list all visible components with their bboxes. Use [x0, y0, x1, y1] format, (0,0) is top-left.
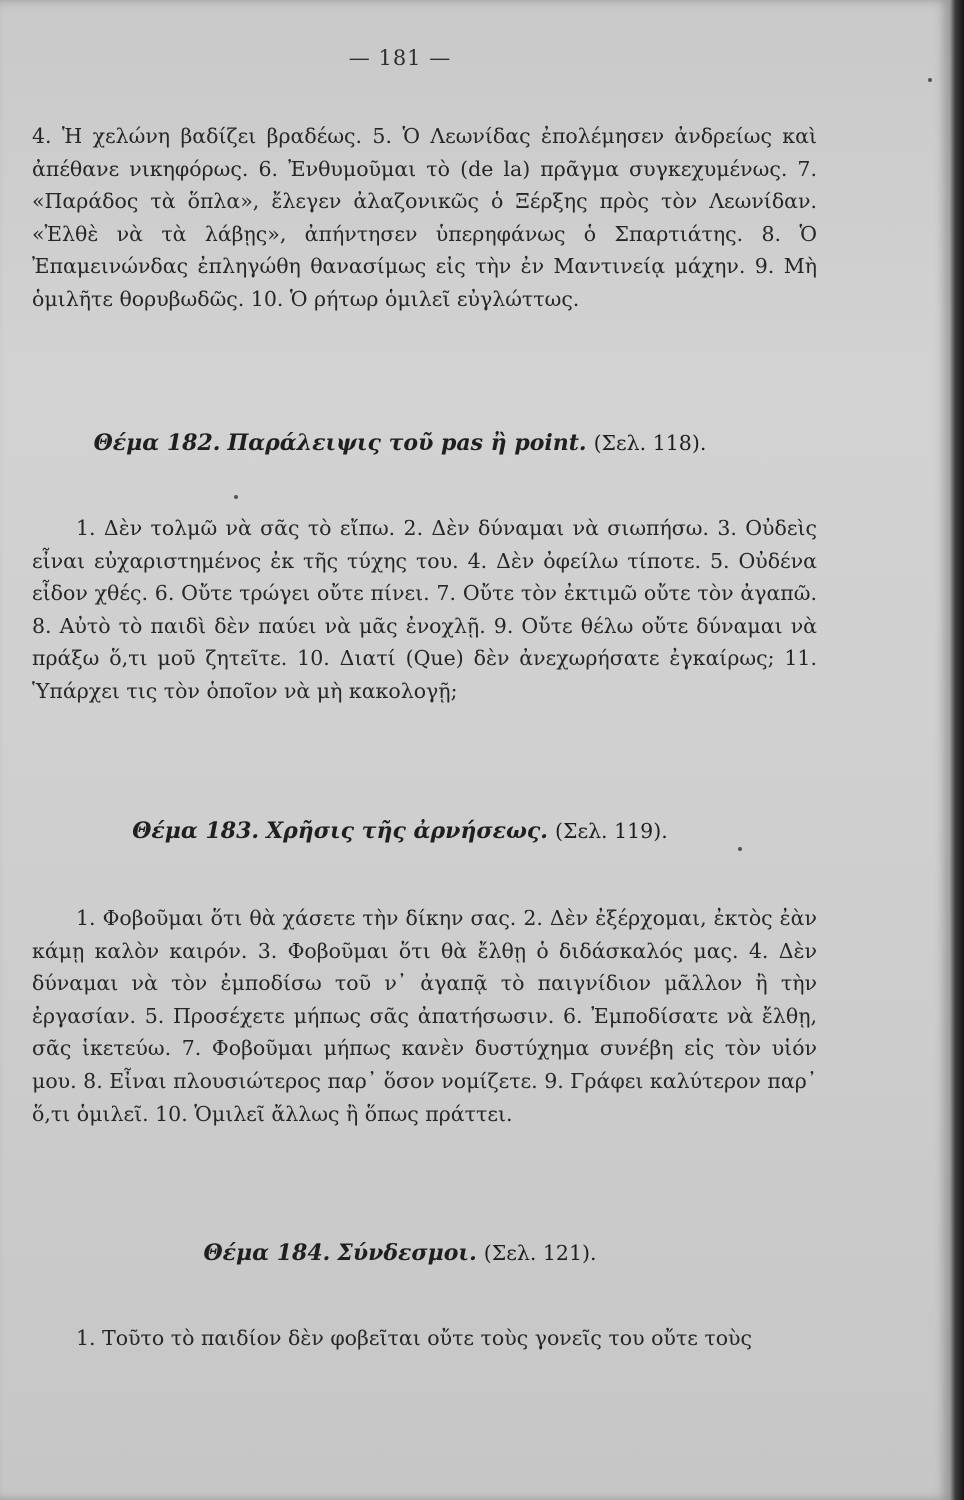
section-heading-183	[0, 818, 800, 844]
section-title: Σύνδεσμοι.	[337, 1240, 477, 1266]
section-page-ref: (Σελ. 121).	[483, 1241, 597, 1265]
page-edge-shadow	[950, 0, 964, 1500]
section-body-183: 1. Φοβοῦμαι ὅτι θὰ χάσετε τὴν δίκην σας. 2. Δὲν ἐξέρχομαι, ἐκτὸς ἐὰν κάμῃ καλὸν καιρόν. 3. Φοβοῦμαι ὅτι θὰ ἔλθῃ ὁ διδάσκαλός μας. 4. Δὲν δύναμαι νὰ τὸν ἐμποδίσω τοῦ ν᾿ ἀγαπᾷ τὸ παιγνίδιον μᾶλλον ἢ τὴν ἐργασίαν. 5. Προσέχετε μήπως σᾶς ἀπατήσωσιν. 6. Ἐμποδίσατε νὰ ἔλθῃ, σᾶς ἱκετεύω. 7. Φοβοῦμαι μήπως κανὲν δυστύχημα συνέβη εἰς τὸν υἱόν μου. 8. Εἶναι πλουσιώτερος παρ᾿ ὅσον νομίζετε. 9. Γράφει καλύτερον παρ᾿ ὅ,τι ὁμιλεῖ. 10. Ὁμιλεῖ ἄλλως ἢ ὅπως πράττει.	[32, 906, 817, 1126]
section-label: Θέμα 184.	[203, 1240, 331, 1266]
ink-speck	[928, 78, 932, 82]
section-page-ref: (Σελ. 118).	[593, 431, 707, 455]
section-heading-182	[0, 430, 800, 456]
section-label: Θέμα 182.	[93, 430, 221, 456]
section-title: Χρῆσις τῆς ἀρνήσεως.	[266, 818, 548, 844]
paragraph-continued-exercises: 4. Ἡ χελώνη βαδίζει βραδέως. 5. Ὁ Λεωνίδας ἐπολέμησεν ἀνδρείως καὶ ἀπέθανε νικηφόρως. 6. Ἐνθυμοῦμαι τὸ (de la) πρᾶγμα συγκεχυμένως. 7. «Παράδος τὰ ὅπλα», ἔλεγεν ἀλαζονικῶς ὁ Ξέρξης πρὸς τὸν Λεωνίδαν. «Ἐλθὲ νὰ τὰ λάβῃς», ἀπήντησεν ὑπερηφάνως ὁ Σπαρτιάτης. 8. Ὁ Ἐπαμεινώνδας ἐπληγώθη θανασίμως εἰς τὴν ἐν Μαντινείᾳ μάχην. 9. Μὴ ὁμιλῆτε θορυβωδῶς. 10. Ὁ ρήτωρ ὁμιλεῖ εὐγλώττως.	[32, 124, 817, 311]
ink-speck	[738, 847, 742, 851]
section-label: Θέμα 183.	[132, 818, 260, 844]
section-title: Παράλειψις τοῦ pas ἢ point.	[227, 430, 587, 456]
section-page-ref: (Σελ. 119).	[554, 819, 668, 843]
section-heading-184	[0, 1240, 800, 1266]
ink-speck	[234, 495, 238, 499]
section-body-182: 1. Δὲν τολμῶ νὰ σᾶς τὸ εἴπω. 2. Δὲν δύναμαι νὰ σιωπήσω. 3. Οὐδεὶς εἶναι εὐχαριστημένος ἐκ τῆς τύχης του. 4. Δὲν ὀφείλω τίποτε. 5. Οὐδένα εἶδον χθές. 6. Οὔτε τρώγει οὔτε πίνει. 7. Οὔτε τὸν ἐκτιμῶ οὔτε τὸν ἀγαπῶ. 8. Αὐτὸ τὸ παιδὶ δὲν παύει νὰ μᾶς ἐνοχλῇ. 9. Οὔτε θέλω οὔτε δύναμαι νὰ πράξω ὅ,τι μοῦ ζητεῖτε. 10. Διατί (Que) δὲν ἀνεχωρήσατε ἐγκαίρως; 11. Ὑπάρχει τις τὸν ὁποῖον νὰ μὴ κακολογῇ;	[32, 516, 817, 703]
page-number: — 181 —	[348, 46, 452, 70]
section-body-184: 1. Τοῦτο τὸ παιδίον δὲν φοβεῖται οὔτε τοὺς γονεῖς του οὔτε τοὺς	[76, 1326, 752, 1350]
